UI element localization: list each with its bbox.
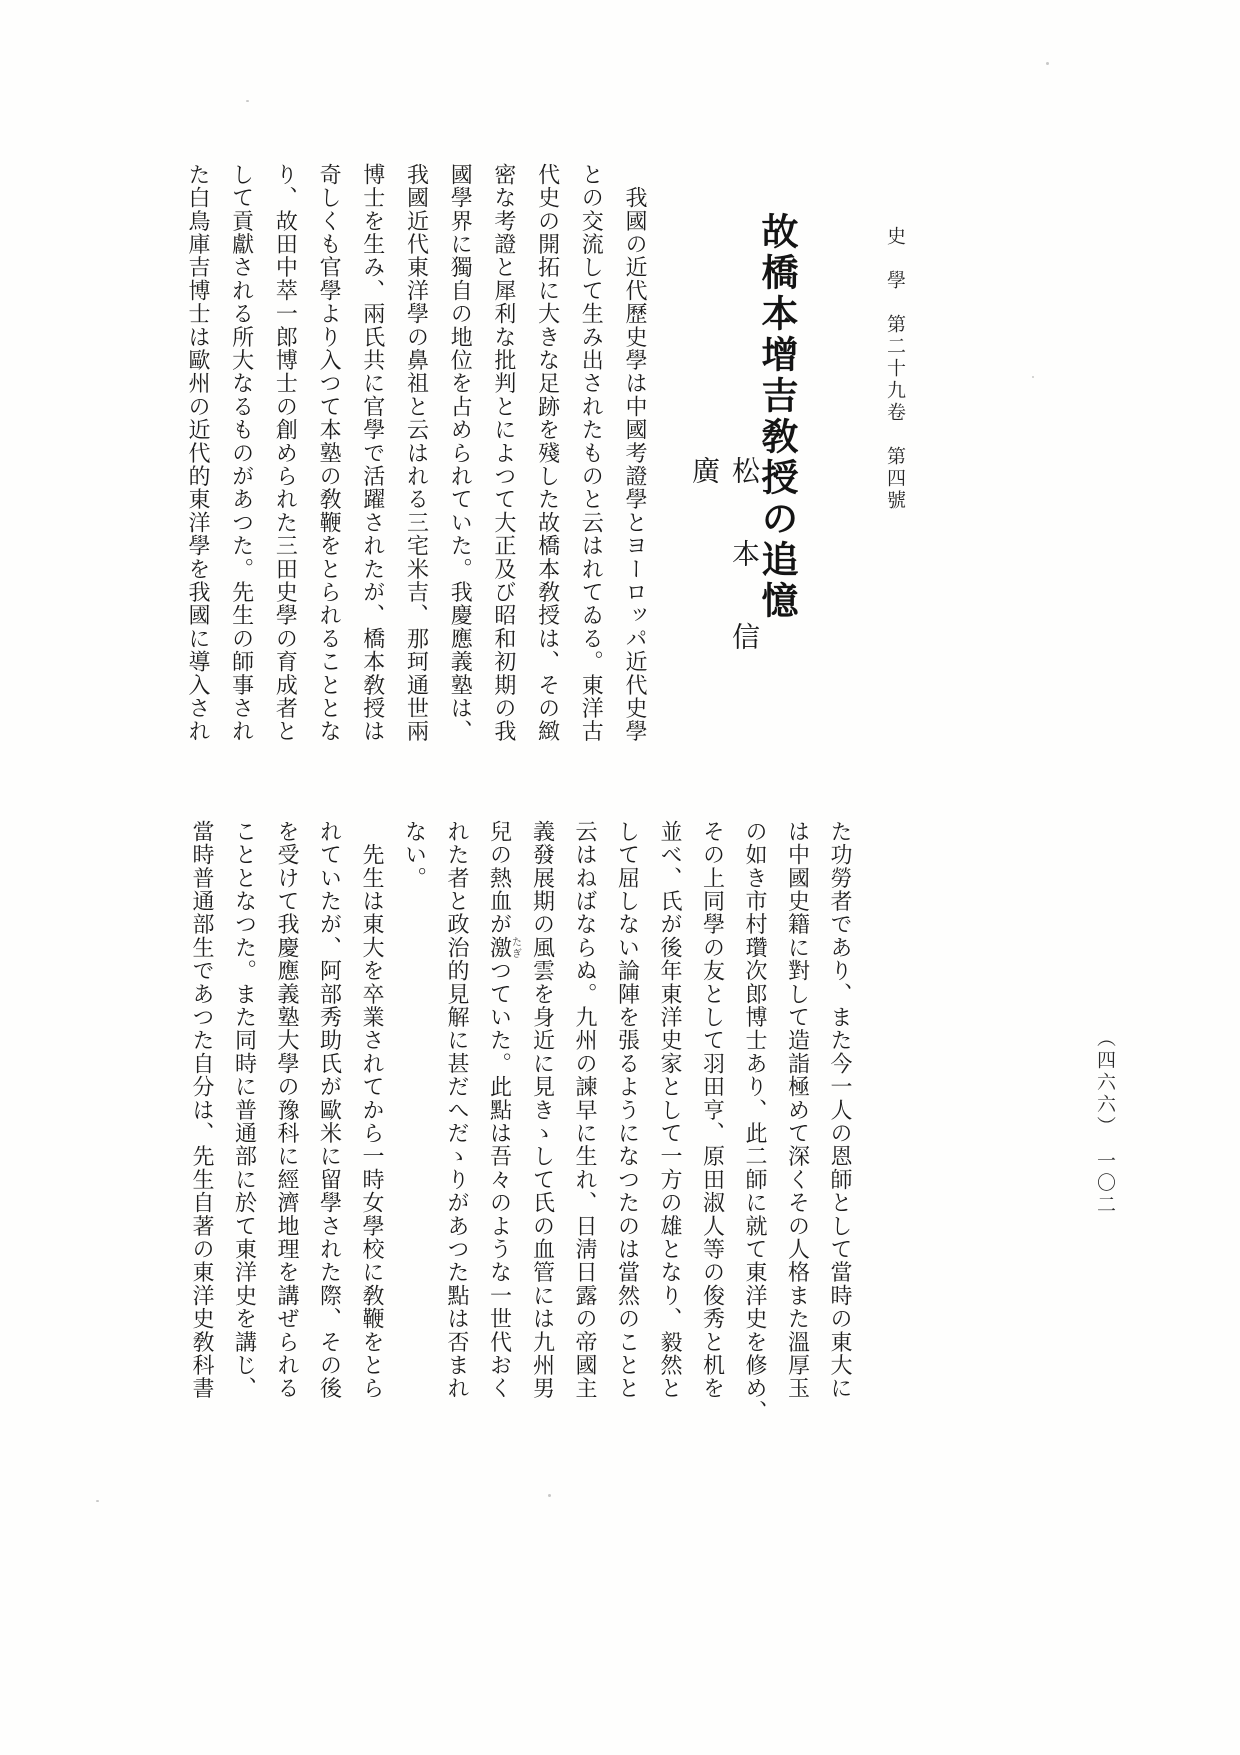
- text-column: 密な考證と犀利な批判とによつて大正及び昭和初期の我: [490, 163, 516, 743]
- text-column: 我國近代東洋學の鼻祖と云はれる三宅米吉、那珂通世兩: [403, 163, 429, 743]
- text-column: して屈しない論陣を張るようになつたのは當然のことと: [614, 820, 640, 1400]
- text-column: 云はねばならぬ。九州の諫早に生れ、日淸日露の帝國主: [572, 820, 597, 1400]
- text-column: 先生は東大を卒業されてから一時女學校に敎鞭をとら: [359, 820, 384, 1400]
- article-author: 松本信廣: [688, 456, 761, 705]
- scan-speck: [246, 100, 249, 102]
- text-column: して貢獻される所大なるものがあつた。先生の師事され: [228, 163, 254, 743]
- text-column: 奇しくも官學より入つて本塾の敎鞭をとられることとな: [316, 163, 342, 743]
- text-column: り、故田中萃一郎博士の創められた三田史學の育成者と: [272, 163, 298, 743]
- column-text: つていた。此點は吾々のような一世代おく: [486, 959, 512, 1401]
- text-column: た功勞者であり、また今一人の恩師として當時の東大に: [827, 820, 852, 1400]
- text-column: ない。: [401, 820, 427, 890]
- journal-header: 史 學 第二十九卷 第四號: [884, 226, 906, 512]
- text-column: は中國史籍に對して造詣極めて深くその人格また溫厚玉: [784, 820, 810, 1400]
- ruby-reading: たぎ: [509, 936, 521, 960]
- folio-page-number: （四六六） 一〇二: [1094, 1028, 1116, 1217]
- text-column: 代史の開拓に大きな足跡を殘した故橋本敎授は、その緻: [534, 163, 560, 743]
- text-column: その上同學の友として羽田亨、原田淑人等の俊秀と机を: [699, 820, 725, 1400]
- scan-speck: [548, 1494, 551, 1497]
- scan-speck: [96, 1500, 99, 1502]
- scan-speck: [1046, 62, 1049, 65]
- ruby-annotation: [486, 936, 521, 960]
- text-column: 國學界に獨自の地位を占められていた。我慶應義塾は、: [447, 163, 473, 743]
- column-text: 兒の熱血が: [486, 820, 512, 936]
- lower-text-block: [180, 820, 860, 1438]
- scan-speck: [1032, 376, 1034, 378]
- ruby-base: 激: [486, 936, 512, 960]
- text-column: との交流して生み出されたものと云はれてゐる。東洋古: [578, 163, 604, 743]
- text-column: こととなつた。また同時に普通部に於て東洋史を講じ、: [231, 820, 257, 1400]
- text-column: 並べ、氏が後年東洋史家として一方の雄となり、毅然と: [657, 820, 682, 1400]
- text-column: を受けて我慶應義塾大學の豫科に經濟地理を講ぜられる: [274, 820, 299, 1400]
- article-title: 故橋本增吉敎授の追憶: [755, 212, 799, 622]
- text-column: れていたが、阿部秀助氏が歐米に留學された際、その後: [316, 820, 342, 1400]
- text-column: た白鳥庫吉博士は歐州の近代的東洋學を我國に導入され: [184, 163, 210, 743]
- text-column: 我國の近代歷史學は中國考證學とヨーロッパ近代史學: [622, 163, 647, 743]
- text-column: 當時普通部生であつた自分は、先生自著の東洋史敎科書: [189, 820, 214, 1400]
- text-column: 博士を生み、兩氏共に官學で活躍されたが、橋本敎授は: [359, 163, 385, 743]
- text-column: れた者と政治的見解に甚だへだゝりがあつた點は否まれ: [444, 820, 469, 1400]
- text-column-with-ruby: [477, 820, 520, 1438]
- text-column: の如き市村瓚次郎博士あり、此二師に就て東洋史を修め、: [742, 820, 767, 1424]
- text-column: 義發展期の風雲を身近に見きゝして氏の血管には九州男: [529, 820, 555, 1400]
- upper-text-block: [175, 163, 656, 779]
